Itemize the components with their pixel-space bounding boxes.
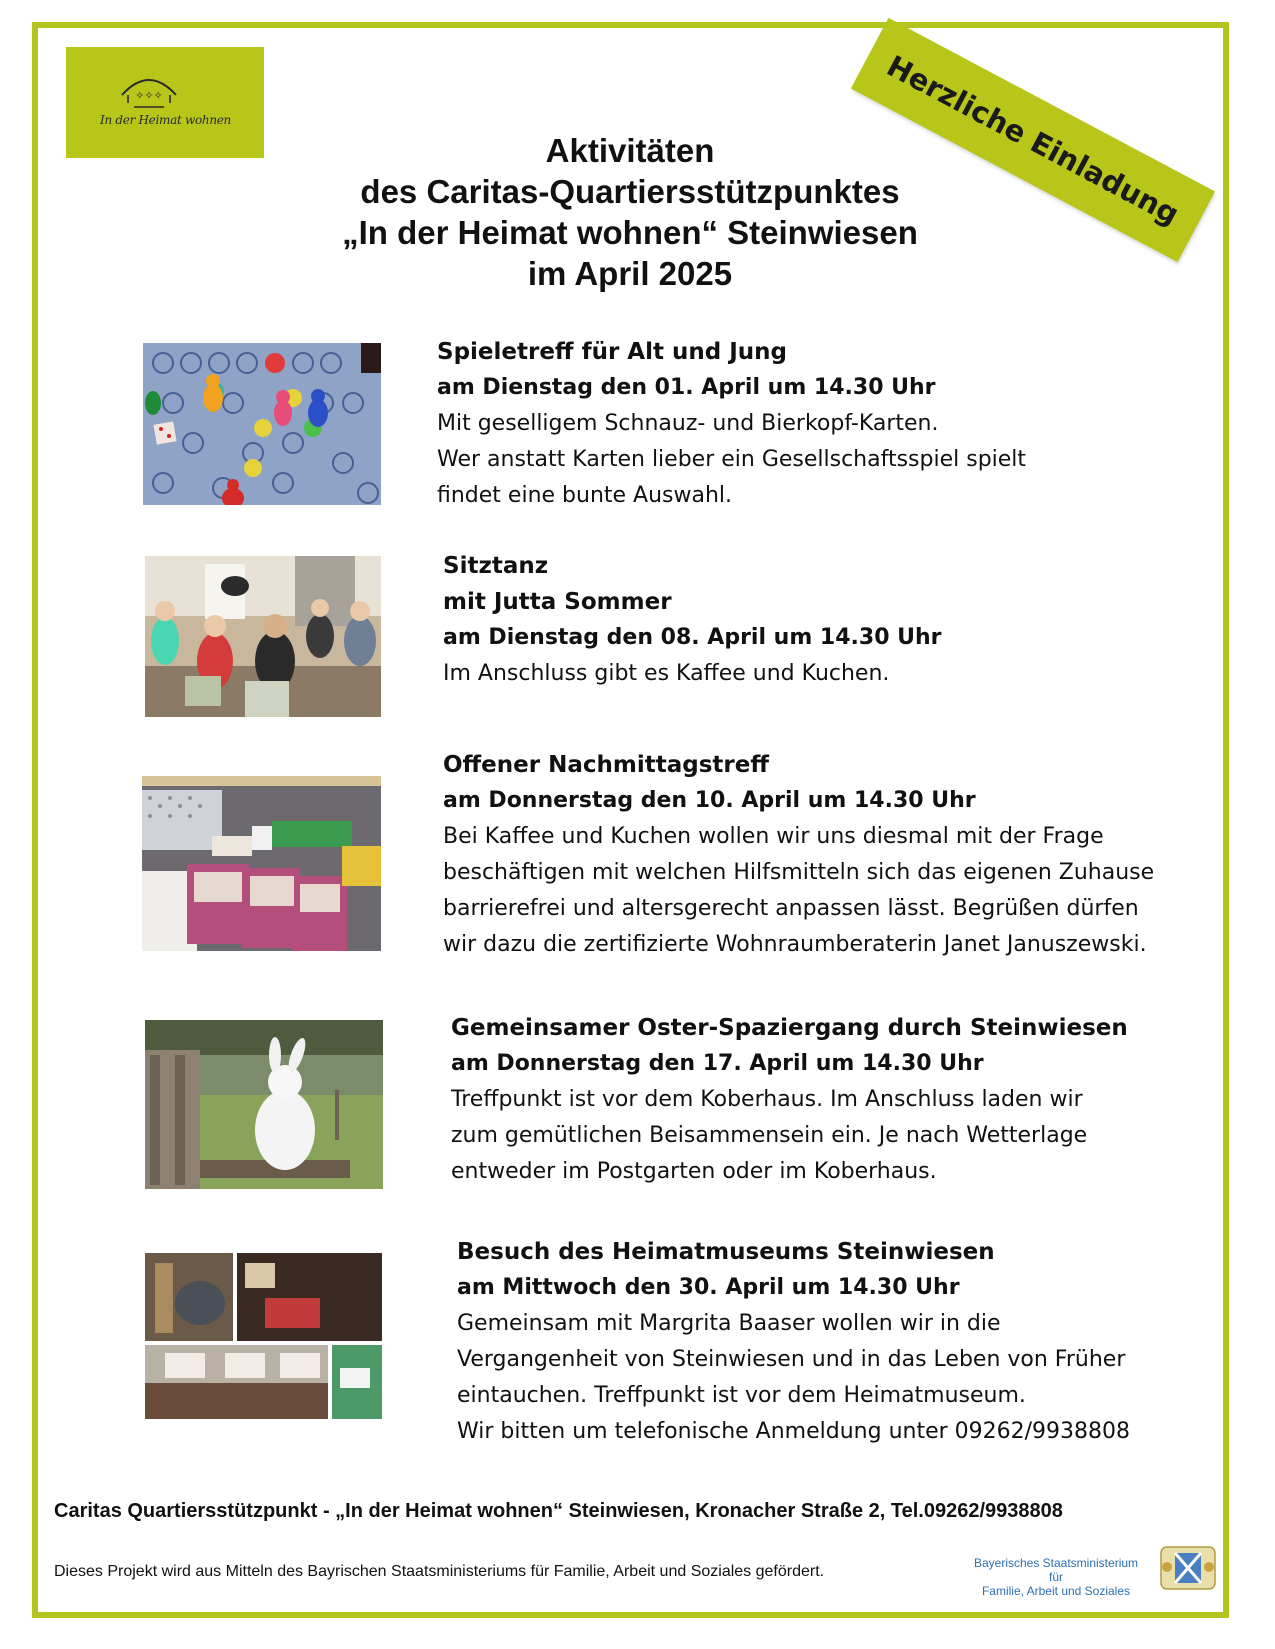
title-line-3: „In der Heimat wohnen“ Steinwiesen <box>342 214 918 251</box>
event-3-line-4: wir dazu die zertifizierte Wohnraumberaterin Janet Januszewski. <box>443 932 1147 957</box>
event-2-subheading: mit Jutta Sommer <box>443 589 672 615</box>
footer-funding: Dieses Projekt wird aus Mitteln des Bayrischen Staatsministeriums für Familie, Arbeit und Soziales gefördert. <box>54 1563 825 1580</box>
page-title <box>280 130 980 294</box>
event-1-line-1: Mit geselligem Schnauz- und Bierkopf-Karten. <box>437 411 939 436</box>
title-line-1: Aktivitäten <box>545 132 715 169</box>
event-3-line-3: barrierefrei und altersgerecht anpassen lässt. Begrüßen dürfen <box>443 896 1139 921</box>
event-2-date: am Dienstag den 08. April um 14.30 Uhr <box>443 625 942 650</box>
title-line-2: des Caritas-Quartiersstützpunktes <box>360 173 900 210</box>
event-1-heading: Spieletreff für Alt und Jung <box>437 339 787 365</box>
ministry-logo-text <box>968 1556 1144 1598</box>
event-4-heading: Gemeinsamer Oster-Spaziergang durch Steinwiesen <box>451 1015 1128 1041</box>
event-3-heading: Offener Nachmittagstreff <box>443 752 769 778</box>
house-stars-icon <box>114 69 184 113</box>
bavarian-crest-icon <box>1157 1543 1219 1591</box>
footer-address: Caritas Quartiersstützpunkt - „In der Heimat wohnen“ Steinwiesen, Kronacher Straße 2, Tel.09262/9938808 <box>54 1500 1063 1522</box>
ministry-line-1: Bayerisches Staatsministerium für <box>973 1556 1139 1584</box>
event-5-line-4: Wir bitten um telefonische Anmeldung unter 09262/9938808 <box>457 1419 1131 1444</box>
banner-text: Herzliche Einladung <box>881 48 1185 232</box>
event-5-heading: Besuch des Heimatmuseums Steinwiesen <box>457 1239 995 1265</box>
event-1-date: am Dienstag den 01. April um 14.30 Uhr <box>437 375 936 400</box>
event-1-line-2: Wer anstatt Karten lieber ein Gesellschaftsspiel spielt <box>437 447 1027 472</box>
svg-text:✧✧✧: ✧✧✧ <box>135 89 163 102</box>
event-2 <box>443 548 942 692</box>
event-2-heading: Sitztanz <box>443 553 549 579</box>
event-3-line-1: Bei Kaffee und Kuchen wollen wir uns diesmal mit der Frage <box>443 824 1104 849</box>
board-game-photo <box>143 343 381 505</box>
event-1-line-3: findet eine bunte Auswahl. <box>437 483 733 508</box>
logo-text: In der Heimat wohnen <box>100 113 231 127</box>
easter-bunny-photo <box>145 1020 383 1189</box>
event-3 <box>443 747 1154 963</box>
aids-brochures-photo <box>142 776 381 951</box>
event-5 <box>457 1234 1130 1450</box>
logo <box>66 47 264 158</box>
event-1 <box>437 334 1026 514</box>
event-4-line-3: entweder im Postgarten oder im Koberhaus. <box>451 1159 937 1184</box>
event-5-line-2: Vergangenheit von Steinwiesen und in das Leben von Früher <box>457 1347 1126 1372</box>
event-3-date: am Donnerstag den 10. April um 14.30 Uhr <box>443 788 976 813</box>
event-5-line-1: Gemeinsam mit Margrita Baaser wollen wir in die <box>457 1311 1001 1336</box>
seated-dance-photo <box>145 556 381 717</box>
event-4 <box>451 1010 1128 1190</box>
event-4-line-2: zum gemütlichen Beisammensein ein. Je nach Wetterlage <box>451 1123 1088 1148</box>
museum-collage-photo <box>145 1253 382 1419</box>
event-3-line-2: beschäftigen mit welchen Hilfsmitteln sich das eigenen Zuhause <box>443 860 1155 885</box>
title-line-4: im April 2025 <box>527 255 733 292</box>
ministry-line-2: Familie, Arbeit und Soziales <box>981 1584 1131 1598</box>
event-5-line-3: eintauchen. Treffpunkt ist vor dem Heimatmuseum. <box>457 1383 1026 1408</box>
event-2-line-1: Im Anschluss gibt es Kaffee und Kuchen. <box>443 661 890 686</box>
event-4-date: am Donnerstag den 17. April um 14.30 Uhr <box>451 1051 984 1076</box>
event-4-line-1: Treffpunkt ist vor dem Koberhaus. Im Anschluss laden wir <box>451 1087 1083 1112</box>
event-5-date: am Mittwoch den 30. April um 14.30 Uhr <box>457 1275 960 1300</box>
